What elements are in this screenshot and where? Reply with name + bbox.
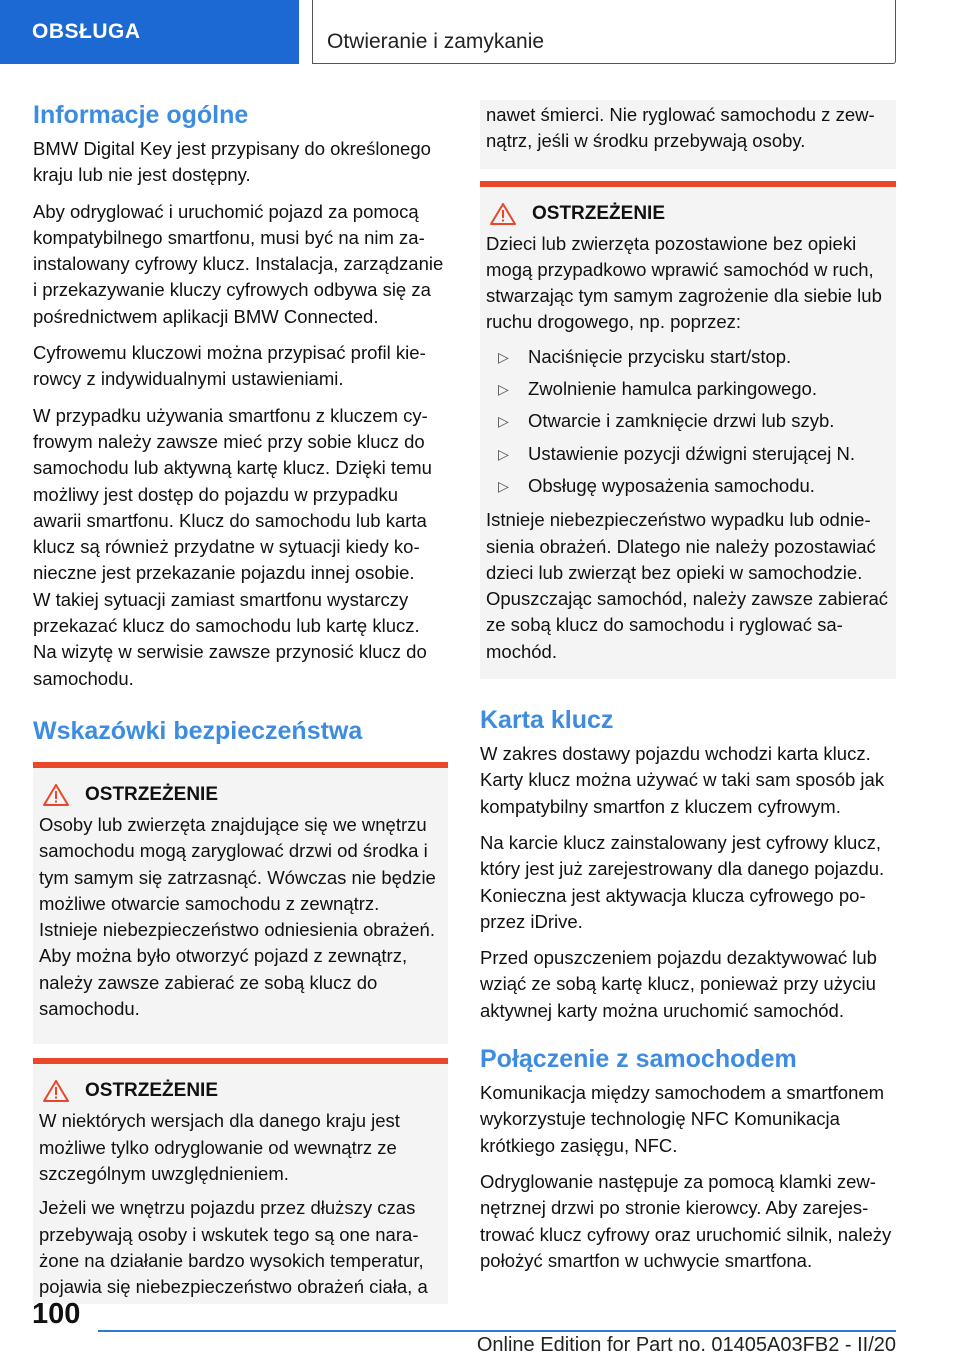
list-item: ▷ Naciśnięcie przycisku start/stop. — [486, 344, 890, 370]
warning-title: OSTRZEŻENIE — [532, 202, 666, 224]
list-item: ▷ Otwarcie i zamknięcie drzwi lub szyb. — [486, 408, 890, 434]
general-heading: Informacje ogólne — [33, 101, 249, 129]
connection-heading: Połączenie z samochodem — [480, 1045, 797, 1074]
page-number: 100 — [32, 1298, 81, 1330]
card-paragraph: W zakres dostawy pojazdu wchodzi karta klucz. Karty klucz można używać w taki sam sposób jak kompatybilny smartfon z kluczem cyfrowym. — [480, 743, 885, 817]
warning-text: W niektórych wersjach dla danego kraju jest możliwe tylko odryglowanie od wewnątrz ze szczególnym uwzględnieniem. — [39, 1110, 400, 1184]
warning-text: nawet śmierci. Nie ryglować samochodu z zewnątrz, jeśli w środku przebywają osoby. — [486, 104, 875, 152]
warning-continuation — [480, 100, 896, 169]
chapter-title: Otwieranie i zamykanie — [312, 0, 896, 64]
warning-box — [33, 1058, 448, 1304]
list-item: ▷ Ustawienie pozycji dźwigni sterującej N. — [486, 441, 890, 467]
triangle-bullet-icon: ▷ — [498, 477, 509, 494]
general-paragraph: W przypadku używania smartfonu z kluczem cyfrowym należy zawsze mieć przy sobie klucz do samochodu lub aktywną kartę klucz. Dzięki temu możliwy jest dostęp do pojazdu w przypadku awarii smartfonu. Klucz do samochodu lub karta klucz są również przydatne w sytuacji kiedy konieczne jest przekazanie pojazdu innej osobie. — [33, 404, 432, 584]
warning-triangle-icon — [490, 203, 516, 225]
safety-heading: Wskazówki bezpieczeństwa — [33, 716, 363, 745]
warning-text: Jeżeli we wnętrzu pojazdu przez dłuższy czas przebywają osoby i wskutek tego są one narażone na działanie bardzo wysokich temperatur, pojawia się niebezpieczeństwo obrażeń ciała, a — [39, 1197, 428, 1298]
warning-title: OSTRZEŻENIE — [85, 783, 219, 805]
warning-header — [490, 203, 890, 225]
warning-box — [480, 181, 896, 679]
warning-header — [43, 784, 442, 806]
warning-intro: Dzieci lub zwierzęta pozostawione bez opieki mogą przypadkowo wprawić samochód w ruch, stwarzając tym samym zagrożenie dla siebie lub ruchu drogowego, np. poprzez: — [486, 232, 882, 333]
general-paragraph: Cyfrowemu kluczowi można przypisać profil kierowcy z indywidualnymi ustawieniami. — [33, 342, 426, 390]
general-paragraph: W takiej sytuacji zamiast smartfonu wystarczy przekazać klucz do samochodu lub kartę klucz. Na wizytę w serwisie zawsze przynosić klucz do samochodu. — [33, 588, 427, 689]
general-paragraph: Aby odryglować i uruchomić pojazd za pomocą kompatybilnego smartfonu, musi być na nim zainstalowany cyfrowy klucz. Instalacja, zarządzanie i przekazywanie kluczy cyfrowych odbywa się za pośrednictwem aplikacji BMW Connected. — [33, 200, 444, 327]
triangle-bullet-icon: ▷ — [498, 381, 509, 398]
warning-box — [33, 762, 448, 1044]
triangle-bullet-icon: ▷ — [498, 348, 509, 365]
footer-divider — [98, 1330, 896, 1332]
connection-paragraph: Odryglowanie następuje za pomocą klamki zewnętrznej drzwi po stronie kierowcy. Aby zarejestrować klucz cyfrowy oraz uruchomić silnik, należy położyć smartfon w uchwycie smartfona. — [480, 1170, 892, 1271]
list-item: ▷ Zwolnienie hamulca parkingowego. — [486, 376, 890, 402]
warning-triangle-icon — [43, 784, 69, 806]
right-column — [480, 100, 896, 1284]
list-item: ▷ Obsługę wyposażenia samochodu. — [486, 473, 890, 499]
connection-paragraph: Komunikacja między samochodem a smartfonem wykorzystuje technologię NFC Komunikacja krótkiego zasięgu, NFC. — [480, 1082, 885, 1156]
warning-text: Osoby lub zwierzęta znajdujące się we wnętrzu samochodu mogą zaryglować drzwi od środka i tym samym się zatrzasnąć. Wówczas nie będzie możliwe otwarcie samochodu z zewnątrz. Istnieje niebezpieczeństwo odniesienia obrażeń. Aby można było otworzyć pojazd z zewnątrz, należy zawsze zabierać ze sobą klucz do samochodu. — [39, 813, 436, 1020]
triangle-bullet-icon: ▷ — [498, 445, 509, 462]
card-heading: Karta klucz — [480, 706, 614, 735]
card-paragraph: Na karcie klucz zainstalowany jest cyfrowy klucz, który jest już zarejestrowany dla danego pojazdu. Konieczna jest aktywacja klucza cyfrowego poprzez iDrive. — [480, 831, 885, 932]
warning-title: OSTRZEŻENIE — [85, 1080, 219, 1102]
card-paragraph: Przed opuszczeniem pojazdu dezaktywować lub wziąć ze sobą kartę klucz, ponieważ przy użyciu aktywnej karty można uruchomić samochód. — [480, 947, 877, 1021]
section-tab: OBSŁUGA — [0, 0, 299, 64]
general-paragraph: BMW Digital Key jest przypisany do określonego kraju lub nie jest dostępny. — [33, 138, 431, 186]
warning-header — [43, 1080, 442, 1102]
warning-outro: Istnieje niebezpieczeństwo wypadku lub odniesienia obrażeń. Dlatego nie należy pozostawiać dzieci lub zwierząt bez opieki w samochodzie. Opuszczając samochód, należy zawsze zabierać ze sobą klucz do samochodu i ryglować samochód. — [486, 509, 889, 662]
edition-text: Online Edition for Part no. 01405A03FB2 - II/20 — [476, 1334, 896, 1356]
warning-list — [486, 344, 890, 499]
left-column — [33, 98, 448, 1304]
triangle-bullet-icon: ▷ — [498, 413, 509, 430]
warning-triangle-icon — [43, 1080, 69, 1102]
